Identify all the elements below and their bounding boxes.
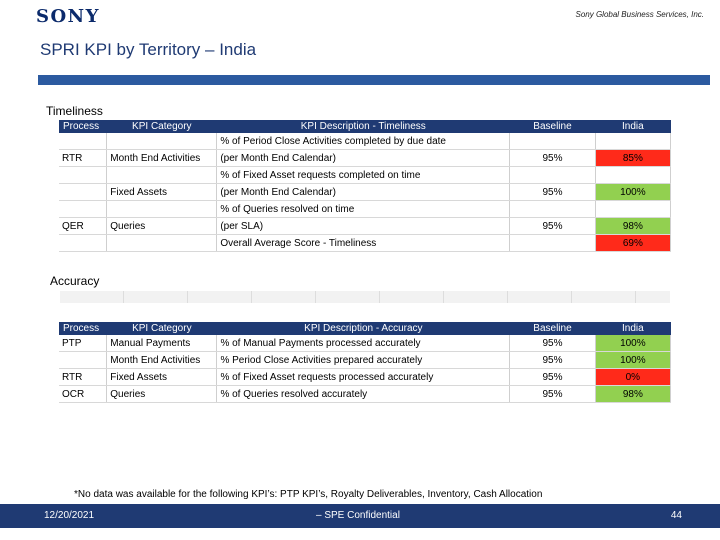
india-cell: 100% — [595, 335, 670, 352]
baseline-cell — [510, 167, 595, 184]
baseline-cell: 95% — [510, 352, 595, 369]
th-baseline: Baseline — [510, 322, 595, 335]
overall-score-value: 69% — [595, 235, 670, 252]
accuracy-table — [59, 322, 671, 403]
company-subtitle: Sony Global Business Services, Inc. — [575, 10, 704, 19]
india-cell: 0% — [595, 369, 670, 386]
category-cell — [107, 133, 217, 150]
th-kpi-description: KPI Description - Accuracy — [217, 322, 510, 335]
baseline-cell: 95% — [510, 369, 595, 386]
th-baseline: Baseline — [510, 120, 595, 133]
table-row — [59, 235, 671, 252]
accuracy-header-row — [59, 322, 671, 335]
process-cell — [59, 352, 107, 369]
description-cell: % of Fixed Asset requests processed accurately — [217, 369, 510, 386]
baseline-cell — [510, 235, 595, 252]
process-cell: RTR — [59, 369, 107, 386]
category-cell: Manual Payments — [107, 335, 217, 352]
accuracy-band — [60, 291, 670, 303]
th-kpi-description: KPI Description - Timeliness — [217, 120, 510, 133]
th-india: India — [595, 120, 670, 133]
th-process: Process — [59, 322, 107, 335]
sony-logo: SONY — [36, 6, 100, 27]
footer-bar — [0, 504, 720, 528]
description-cell: % of Fixed Asset requests completed on time — [217, 167, 510, 184]
th-india: India — [595, 322, 670, 335]
category-cell: Queries — [107, 218, 217, 235]
category-cell: Queries — [107, 386, 217, 403]
accuracy-label: Accuracy — [50, 274, 100, 288]
india-cell: 100% — [595, 352, 670, 369]
baseline-cell — [510, 133, 595, 150]
baseline-cell: 95% — [510, 184, 595, 201]
description-cell: % of Queries resolved accurately — [217, 386, 510, 403]
description-cell: (per SLA) — [217, 218, 510, 235]
india-cell: 85% — [595, 150, 670, 167]
table-row — [59, 352, 671, 369]
th-process: Process — [59, 120, 107, 133]
india-cell: 100% — [595, 184, 670, 201]
table-row — [59, 133, 671, 150]
process-cell: OCR — [59, 386, 107, 403]
table-row — [59, 150, 671, 167]
table-row — [59, 335, 671, 352]
india-cell: 98% — [595, 386, 670, 403]
process-cell: PTP — [59, 335, 107, 352]
india-cell — [595, 167, 670, 184]
process-cell: RTR — [59, 150, 107, 167]
description-cell: % Period Close Activities prepared accurately — [217, 352, 510, 369]
category-cell: Fixed Assets — [107, 369, 217, 386]
india-cell — [595, 201, 670, 218]
description-cell: % of Queries resolved on time — [217, 201, 510, 218]
footnote: *No data was available for the following KPI’s: PTP KPI’s, Royalty Deliverables, Inventory, Cash Allocation — [74, 489, 543, 500]
timeliness-header-row — [59, 120, 671, 133]
page-number: 44 — [670, 510, 682, 521]
th-kpi-category: KPI Category — [107, 120, 217, 133]
baseline-cell: 95% — [510, 218, 595, 235]
process-cell: QER — [59, 218, 107, 235]
process-cell — [59, 133, 107, 150]
baseline-cell: 95% — [510, 386, 595, 403]
table-row — [59, 386, 671, 403]
category-cell: Month End Activities — [107, 352, 217, 369]
process-cell — [59, 184, 107, 201]
india-cell — [595, 133, 670, 150]
baseline-cell — [510, 201, 595, 218]
description-cell: (per Month End Calendar) — [217, 150, 510, 167]
timeliness-table — [59, 120, 671, 252]
table-row — [59, 218, 671, 235]
india-cell: 98% — [595, 218, 670, 235]
title-rule — [38, 75, 710, 85]
page-title: SPRI KPI by Territory – India — [40, 40, 257, 59]
process-cell — [59, 201, 107, 218]
th-kpi-category: KPI Category — [107, 322, 217, 335]
baseline-cell: 95% — [510, 335, 595, 352]
category-cell — [107, 167, 217, 184]
category-cell — [107, 201, 217, 218]
timeliness-label: Timeliness — [46, 104, 103, 118]
table-row — [59, 201, 671, 218]
footer-confidential: – SPE Confidential — [316, 510, 400, 521]
table-row — [59, 369, 671, 386]
table-row — [59, 167, 671, 184]
category-cell: Fixed Assets — [107, 184, 217, 201]
description-cell: % of Manual Payments processed accurately — [217, 335, 510, 352]
baseline-cell: 95% — [510, 150, 595, 167]
category-cell: Month End Activities — [107, 150, 217, 167]
description-cell: (per Month End Calendar) — [217, 184, 510, 201]
footer-date: 12/20/2021 — [44, 510, 95, 521]
process-cell — [59, 235, 107, 252]
table-row — [59, 184, 671, 201]
overall-score-label: Overall Average Score - Timeliness — [217, 235, 510, 252]
process-cell — [59, 167, 107, 184]
description-cell: % of Period Close Activities completed by due date — [217, 133, 510, 150]
category-cell — [107, 235, 217, 252]
